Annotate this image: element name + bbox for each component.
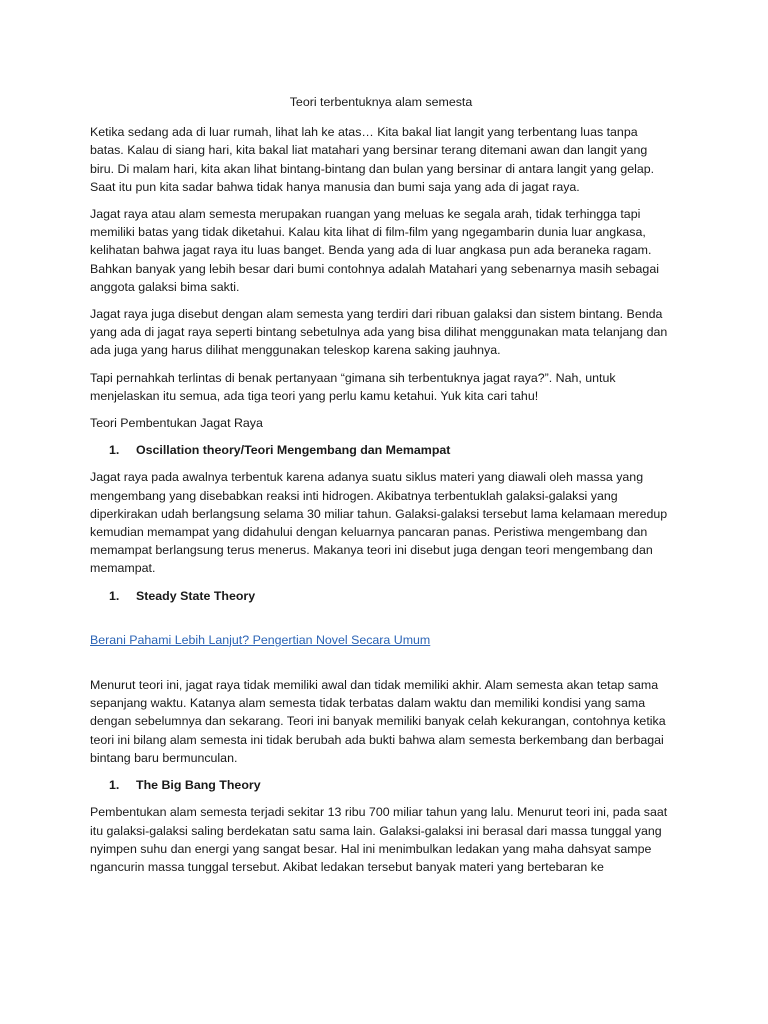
paragraph-galaxies: Jagat raya juga disebut dengan alam semesta yang terdiri dari ribuan galaksi dan sistem bintang. Benda yang ada di jagat raya seperti bintang sebetulnya ada yang bisa dilihat menggunakan mata telanjang dan ada juga yang harus dilihat menggunakan teleskop karena saking jauhnya. <box>90 307 668 358</box>
theory-label: Oscillation theory/Teori Mengembang dan Memampat <box>136 443 451 458</box>
paragraph-intro: Ketika sedang ada di luar rumah, lihat lah ke atas… Kita bakal liat langit yang terbentang luas tanpa batas. Kalau di siang hari, kita bakal liat matahari yang bersinar terang ditemani awan dan langit yang biru. Di malam hari, kita akan lihat bintang-bintang dan bulan yang bersinar di antara langit yang gelap. Saat itu pun kita sadar bahwa tidak hanya manusia dan bumi saja yang ada di jagat raya. <box>90 125 655 194</box>
list-number: 1. <box>109 588 120 603</box>
theory-heading-steady-state <box>90 587 672 605</box>
theory-heading-big-bang <box>90 776 672 794</box>
related-link-line <box>90 631 672 649</box>
paragraph-jagat-raya-definition: Jagat raya atau alam semesta merupakan ruangan yang meluas ke segala arah, tidak terhingga tapi memiliki batas yang tidak diketahui. Kalau kita lihat di film-film yang ngegambarin dunia luar angkasa, kelihatan bahwa jagat raya itu luas banget. Benda yang ada di luar angkasa pun ada beraneka ragam. Bahkan banyak yang lebih besar dari bumi contohnya adalah Matahari yang sebenarnya masih sebagai anggota galaksi bima sakti. <box>90 207 659 294</box>
list-number: 1. <box>109 443 120 458</box>
theory-label: The Big Bang Theory <box>136 778 261 793</box>
paragraph-steady-state: Menurut teori ini, jagat raya tidak memiliki awal dan tidak memiliki akhir. Alam semesta akan tetap sama sepanjang waktu. Katanya alam semesta tidak terbatas dalam waktu dan memiliki kondisi yang sama dengan sebelumnya dan sekarang. Teori ini banyak memiliki banyak celah kekurangan, contohnya ketika teori ini bilang alam semesta ini tidak berubah ada bukti bahwa alam semesta berkembang dan berbagai bintang baru bermunculan. <box>90 678 666 765</box>
paragraph-big-bang: Pembentukan alam semesta terjadi sekitar 13 ribu 700 miliar tahun yang lalu. Menurut teori ini, pada saat itu galaksi-galaksi saling berdekatan satu sama lain. Galaksi-galaksi ini berasal dari massa tunggal yang nyimpen suhu dan energi yang sangat besar. Hal ini menimbulkan ledakan yang maha dahsyat sampe ngancurin massa tunggal tersebut. Akibat ledakan tersebut banyak materi yang bertebaran ke <box>90 805 668 874</box>
related-article-link[interactable]: Berani Pahami Lebih Lanjut? Pengertian Novel Secara Umum <box>90 632 431 647</box>
paragraph-question: Tapi pernahkah terlintas di benak pertanyaan “gimana sih terbentuknya jagat raya?”. Nah, untuk menjelaskan itu semua, ada tiga teori yang perlu kamu ketahui. Yuk kita cari tahu! <box>90 370 616 403</box>
theory-heading-oscillation <box>90 441 672 459</box>
document-page <box>90 93 672 885</box>
theory-label: Steady State Theory <box>136 588 256 603</box>
section-heading: Teori Pembentukan Jagat Raya <box>90 416 263 431</box>
list-number: 1. <box>109 778 120 793</box>
paragraph-oscillation: Jagat raya pada awalnya terbentuk karena adanya suatu siklus materi yang diawali oleh massa yang mengembang yang disebabkan reaksi inti hidrogen. Akibatnya terbentuklah galaksi-galaksi yang diperkirakan udah berlangsung selama 30 miliar tahun. Galaksi-galaksi tersebut lama kelamaan meredup kemudian memampat yang didahului dengan keluarnya pancaran panas. Peristiwa mengembang dan memampat berlangsung terus menerus. Makanya teori ini disebut juga dengan teori mengembang dan memampat. <box>90 470 668 576</box>
document-title: Teori terbentuknya alam semesta <box>289 95 473 109</box>
